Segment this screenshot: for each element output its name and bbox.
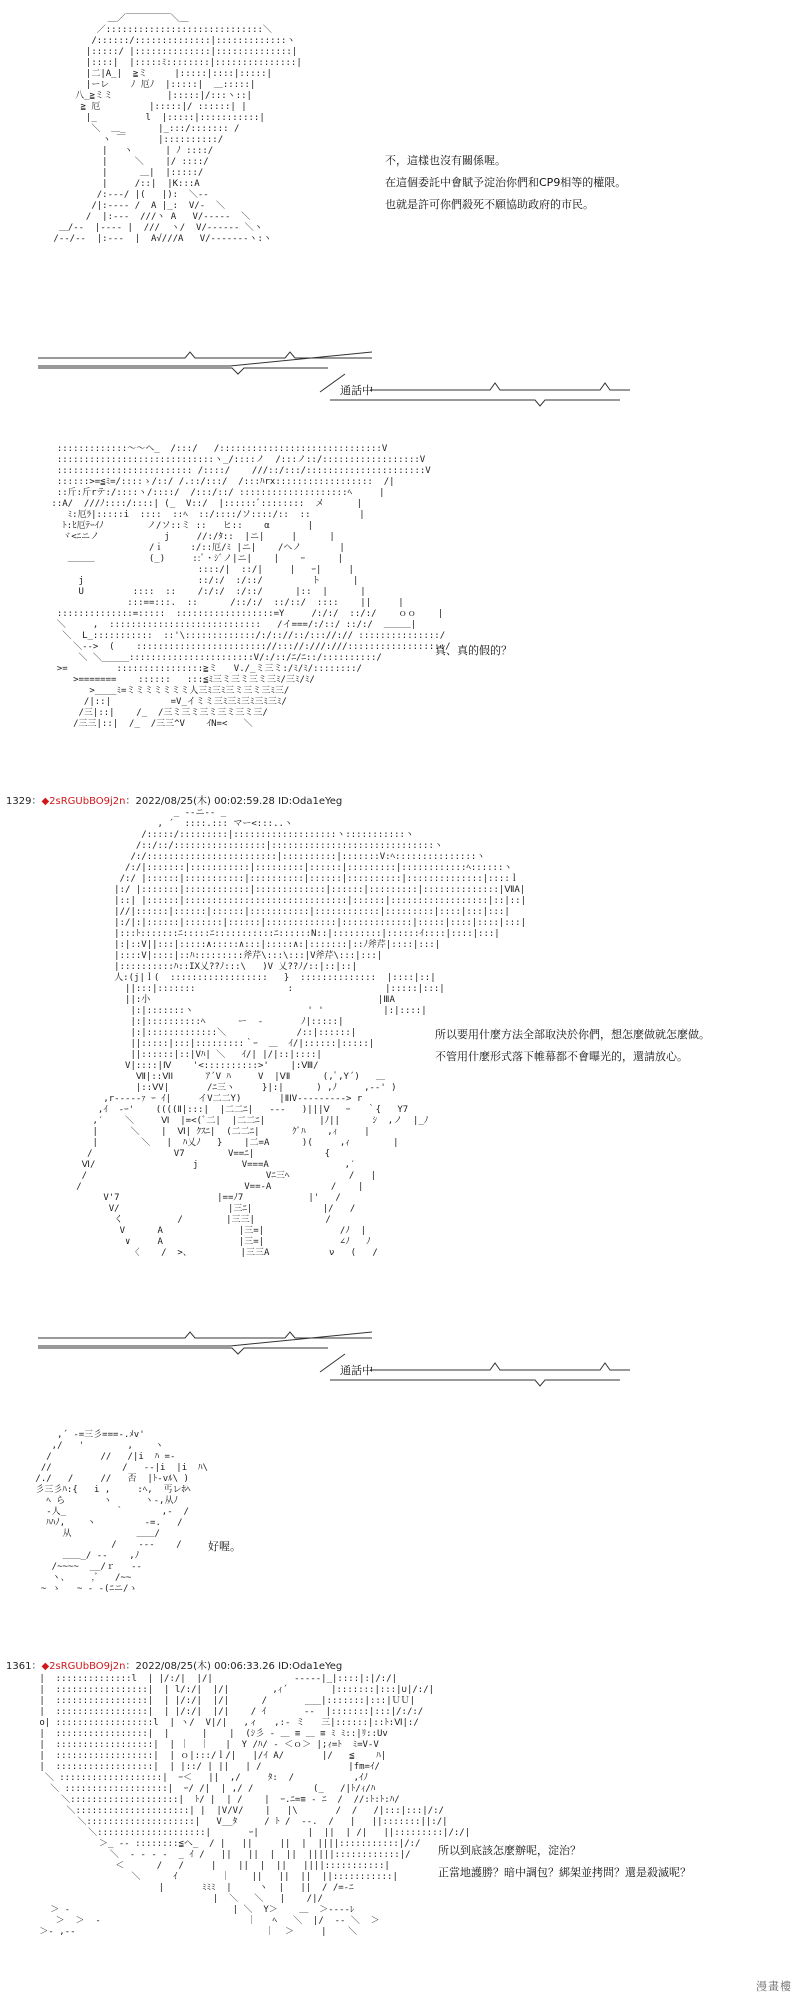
dialog-panel-4: [208, 1536, 241, 1558]
ascii-art-character-3: _ -‐ニ‐- _ , ´ ::::.::: マー<:::..ヽ /:::::/:::::::::|:::::::::::::::::::ヽ:::::::::::ヽ /::/::/:::::::::::::::::|::::::::::::::::::::::::::::::ヽ /:/::::::::::::::::::::::::|::::::::::|:::::::V:ﾍ:::::::::::::::ヽ /:/|:::::::|:::::::::::|:::::::::|::::::|:::::::::|::::::::::::ﾍ::::::ヽ /:/ |::::::|:::::::::::|::::::::::|::::::|::::::::::|::::::::::::::|::::ｌ |:/ |:::::::|::::::::::::|:::::::::::::|::::::|:::::::::|::::::::::::::|ⅦA| |::| |::::::|::::::::::::::::::::::::::::::|::::::|::::::::::::::::::|::|::| |//|::::::|::::::|::::::|:::::::::::|::::::::::::|:::::::::|::::|:::|:::| |:/|:|::::::|:::::::|::::::|:::::::::::::|:::::::::::::|:::::|::::|::::|:::| |:::ﾄ:::::::ﾆ:::::ﾆ:::::::::::ﾆ::::::N::|:::::::::|::::::ｲ::::|::::|:::| |:|::V||:::|:::::∧:::::∧:::|:::::∧:|:::::::|::ﾉ斧芹|::::|:::| |::::V|::::|::ﾊ:::::::::斧芹\:::\:::|V斧芹\:::|:::| |::::::::::ﾊ::IX乂??ﾉ:::\ )V 乂??ﾉ/::|::|::| 人:(j|ｌ( :::::::::::::::::: } :::::::::::::: |::::|::| ||:::|::::::: : |:::::|:::| ||:小 |ⅢA |:|:::::::ヽ ' ' |:|::::| |:|::::::::::ﾍ ー ‐ ﾉ|:::::| |:|:::::::::::::＼ /::|::::::| ||:::::|:::|:::::::::｀ｰ ＿ ｲ/|::::::|:::::| ||::::::|::|Vﾊ| ＼ ｲ/| |/|::|::::| V|::::|Ⅳ '<::::::::::>' |:Ⅷ/ Ⅶ|::ⅥⅠ ｱ´V ﾊ V |ⅤⅡ (,ﾟ,Y´) ＿ |::ⅤV| /ﾆ三ヽ }|:| ) ,ﾉ ,-‐' ) ,r-‐‐‐‐ｧ ｰ ｲ| イV二二Y) |ⅡⅠV‐‐‐‐‐‐‐--> r ,ｲ -ｰ' ((((Ⅱ|:::| |二二ﾆ| ‐‐‐ )|||Ⅴ ｰ ｀{ Y7 ,′ ＼ Ⅵ |=<(ﾞ二| |二二ﾆ| |ﾉ|| ｼ ,ノ |_ﾉ | ＼ | Ⅵ| ｸｽﾆ| (二二ﾆ| ｸﾞﾊ ,ｨ | | ＼ | ﾊ乂ﾉ } |二=A )( ,ｨ | / V7 V==ﾆ| { Ⅵ/ j V===A ,′ / Vﾆ三ﾍ / | / V==-A / | V'7 |==ﾉ7 |' / V/ |三ﾆ| |/ / く / |三三| / V A |三=| /ﾉ | ∨ A |三=| ∠ﾉ ﾉ 〈 / >、 |三三A ν ( /: [76, 808, 526, 1258]
call-status-label: 通話中: [340, 384, 373, 397]
post-header-1361: [6, 1657, 342, 1672]
dialog-line: 不，這樣也沒有關係喔。: [385, 154, 506, 167]
post-number: 1329: [6, 796, 32, 807]
panel-5: [0, 1674, 800, 1994]
dialog-panel-3: [435, 1024, 710, 1068]
divider-lines: [0, 350, 800, 410]
post-trip: ◆2sRGUbBO9j2n: [41, 1661, 126, 1672]
panel-3: [0, 808, 800, 1328]
dialog-line: 也就是許可你們殺死不願協助政府的市民。: [385, 198, 594, 211]
post-sep: ：: [31, 1661, 42, 1672]
dialog-line: 正當地護勝？暗中調包？綁架並拷問？還是殺滅呢？: [438, 1866, 691, 1879]
dialog-panel-2: [435, 640, 512, 662]
dialog-line: 不管用什麼形式落下帷幕都不會曝光的，還請放心。: [435, 1050, 688, 1063]
call-status-label: 通話中: [340, 1364, 373, 1377]
ascii-art-character-2: :::::::::::::～～ヘ_ /:::/ /::::::::::::::::::::::::::::::V :::::::::::::::::::::::::::::ヽ_/::::ノ /:::ノ::/::::::::::::::::::V ::::::::::::::::::::::::: /::::/ ///::/:::/::::::::::::::::::::::V ::::::>=≦ﾐ=/::::ゝ/::/ /.::/:::/ /:::ﾊrx:::::::::::::::::: /| ::斤:斤rテ:/::::ヽ/::::/ /:::/::/ ::::::::::::::::::::ﾍ | ::A/ ///ﾉ::::/::::| (_ V::/ |::::::ﾞ:::::::: メ | ﾐ:厄ﾗ|:::::i :::: ::ﾍ ::/::::/ソ::::/:: :: | ﾄ:ﾋ厄ﾃｰｲﾉ ノ/ソ::ミ :: ヒ:: α | ヾ<ﾆニノ j //:/ﾀ:: |ニ| | | /ｉ :/::厄/ﾐ |ニ| /ヘノ | ＿＿＿ (_) ::ﾟ・ｼﾞノ|ニ| | ｰ | ::::/| ::/| | ｰ| | j ::/:/ :/::/ ト | U :::: :: /:/:/ :/::/ |:: | | :::==:::. :: /::/:/ ::/::/ :::: || | ::::::::::::::=::::: ::::::::::::::::::=Y /:/:/ ::/:/ ｏｏ | ＼ , :::::::::::::::::::::::::::: /イ===/:/::/ ::/:/ ＿＿＿| ＼ L_::::::::::: ::'\:::::::::::::/:/:://::/::://:// :::::::::::::::/ ＼--> ( :::::::::::::::::::::::://::://:///:///::::::::::::::::::/ ＼ ＼_____:::::::::::::::::::::::V/:/::/ﾆ/ﾆ::/::::::::::/ >= ::::::::::::::::≧ミ V./_ミ三ミ:/ﾐ/ﾐ/::::::::/ >======= :::::: :::≦ﾐ三ミ三ミ三ミ三ﾐ/三ﾐ/ﾐ/ >____ﾐ=ミミミミミミミ人三ﾐ三ﾐ三ミ三ミ三ﾐ三/ /|::| =V_イミミ三ﾐ三ﾐ三ﾐ三ﾐ三ﾐ/ /三|::| /_ /三ミ三ミ三ミ三ミ三ミ三/ /三三|::| /_ /三三^V ｲN=< ＼: [51, 444, 451, 729]
divider-lines: [0, 1330, 800, 1390]
post-header-1329: [6, 792, 342, 807]
post-sep: ：: [31, 796, 42, 807]
dialog-line: 好喔。: [208, 1540, 241, 1553]
panel-4: [0, 1420, 800, 1650]
call-divider-2: [0, 1330, 800, 1390]
dialog-line: 在這個委託中會賦予淀治你們和CP9相等的權限。: [385, 176, 627, 189]
panel-2: [0, 440, 800, 780]
ascii-art-character-1: ＿／￣￣￣￣￣＼＿ ／:::::::::::::::::::::::::::::＼ /::::::/::::::::::::::|:::::::::::::ヽ |:::::/ |::::::::::::::|::::::::::::::| |::::| |:::::ﾐ::::::::|:::::::::::::::| |二|A_| ≧ミ |:::::|::::|:::::| |ーレ ﾉ 厄ﾉ |:::::| ＿:::::| 八_≧ミミ |:::::|/:::ヽ::| ≧ 厄 |:::::|/ ::::::| | |_ l |:::::|:::::::::::| ＼ ＿_ |_:::/::::::: / ヽ ￣ |::::::::::/ | ヽ | ﾉ ::::/ | ＼ |/ ::::/ | ＿| |:::::/ | /::| |K:::A /:---/ |( |): ＼-- /|:---- / A |_: V/- ＼ / |:--- ///ヽ A V/----- ＼ ＿/-- |---- | /// ヽ/ V/------ ＼ヽ /--/-- |:--- | A√///A V/-------ヽ:ヽ: [53, 14, 302, 244]
call-divider-1: [0, 350, 800, 410]
dialog-line: 所以要用什麼方法全部取決於你們，想怎麼做就怎麼做。: [435, 1028, 710, 1041]
post-number: 1361: [6, 1661, 32, 1672]
site-watermark: 漫畫樓: [756, 1980, 792, 1993]
dialog-line: 真、真的假的？: [435, 644, 512, 657]
dialog-line: 所以到底該怎麼辦呢，淀治？: [438, 1844, 581, 1857]
dialog-panel-1: [385, 150, 626, 216]
post-date: ：2022/08/25(木) 00:02:59.28 ID:Oda1eYeg: [125, 796, 343, 807]
post-date: ：2022/08/25(木) 00:06:33.26 ID:Oda1eYeg: [125, 1661, 343, 1672]
ascii-art-character-5: | ::::::::::::::l | |/:/| |/| ‐‐‐‐‐|_|::::|:|/:/| | :::::::::::::::::| | l/:/| |/| ,ｨ´ |:::::::|:::|∪|/:/| | :::::::::::::::::| | |/:/| |/| / ___|:::::::|:::|ＵＵ| | :::::::::::::::::| | |/:/| |/| / ｲ ‐‐ |:::::::|:::|/:/:/ o| ::::::::::::::::::l | ヽ/ V|/| ,ィ ,:‐ ミ 三|::::::|::ﾄ:Ⅵ|:/ | :::::::::::::::::| | | | (ｼ彡 ‐ ＿ ≡ ＿ ≡ ﾐ ﾐ::|ﾘ::Uv | ::::::::::::::::::| | ｜ ｜ | Y /ﾊ/ ‐ ＜ｏ＞ |;ｨ=ﾄ ﾐ=V-V | ::::::::::::::::::| | ｏ|:::/ｌ/| |/ｲ A/ |/ ≦ ﾊ| | ::::::::::::::::::| | |::/ | || | / |fm=ｲ/ ＼ :::::::::::::::::::| ｰ＜ || ,/ ﾀ: / ,ｲﾉ ＼ :::::::::::::::::::| ｰ/ /| | ,/ / (_ /|ﾄ/ｨ/ﾊ ＼::::::::::::::::::::| ﾄ/ | | / | ｰ.ﾆ=≡ ‐ ﾆ / //:ﾄ:ﾄ:ﾊ/ ＼:::::::::::::::::::::| | |V/V/ | |\ / / /|:::|:::|/:/ ＼::::::::::::::::::::| V__ﾀ / ﾄ / ‐‐. / | ||:::::::||:/| ＼::::::::::::::::::::| ｰ| | || | /| ||:::::::::|/:/| ＞_ ‐‐ ::::::::≦ヘ_ / | || || | ||||:::::::::::|/:/ ＼ ‐ ‐ ‐ ‐ _ ｲ / || || | || |||||::::::::::::|/ ＜ / / | || | || ||||:::::::::::| ＼ ｲ ｜ || || || ||:::::::::::| | ﾐﾐﾐ | ヽ | || / /=‐ﾆ | ＼ ＼ | /|/ ＞ ‐ | ＼ Y＞ ＿ ＞‐‐‐‐ﾚ ＞ ＞ ‐ ｜ ﾍ ＼ |/ ‐‐ ＼ ＞ ＞‐ ,‐‐ ｜ ＞ | ＼: [39, 1674, 471, 1937]
post-trip: ◆2sRGUbBO9j2n: [41, 796, 126, 807]
ascii-art-character-4: ,´ ‐=三彡===-.ﾒv' ,/ ' , ヽ / // /|i ﾊ =- // / --|i |i ﾊ\ /./ / // 否 |ﾄ‐vﾙ\ ) 彡三彡ﾊ:{ i , :ﾍ, 丐レﾎﾍ ﾍ ら ヽ ヽ‐,从ﾉ -人_ ｀ ,- / ﾊﾊﾉ, ヽ -=. / 从 ＿＿/ / --- / ＿＿_/ ‐‐ ,ﾉ /~~~~ __/ｒ ‐‐ ヽ、 ,ﾞ /~~ ~ ゝ ~ ‐ ‐(ﾆニ/ゝ: [35, 1430, 208, 1594]
panel-1: [0, 0, 800, 330]
dialog-panel-5: [438, 1840, 691, 1884]
